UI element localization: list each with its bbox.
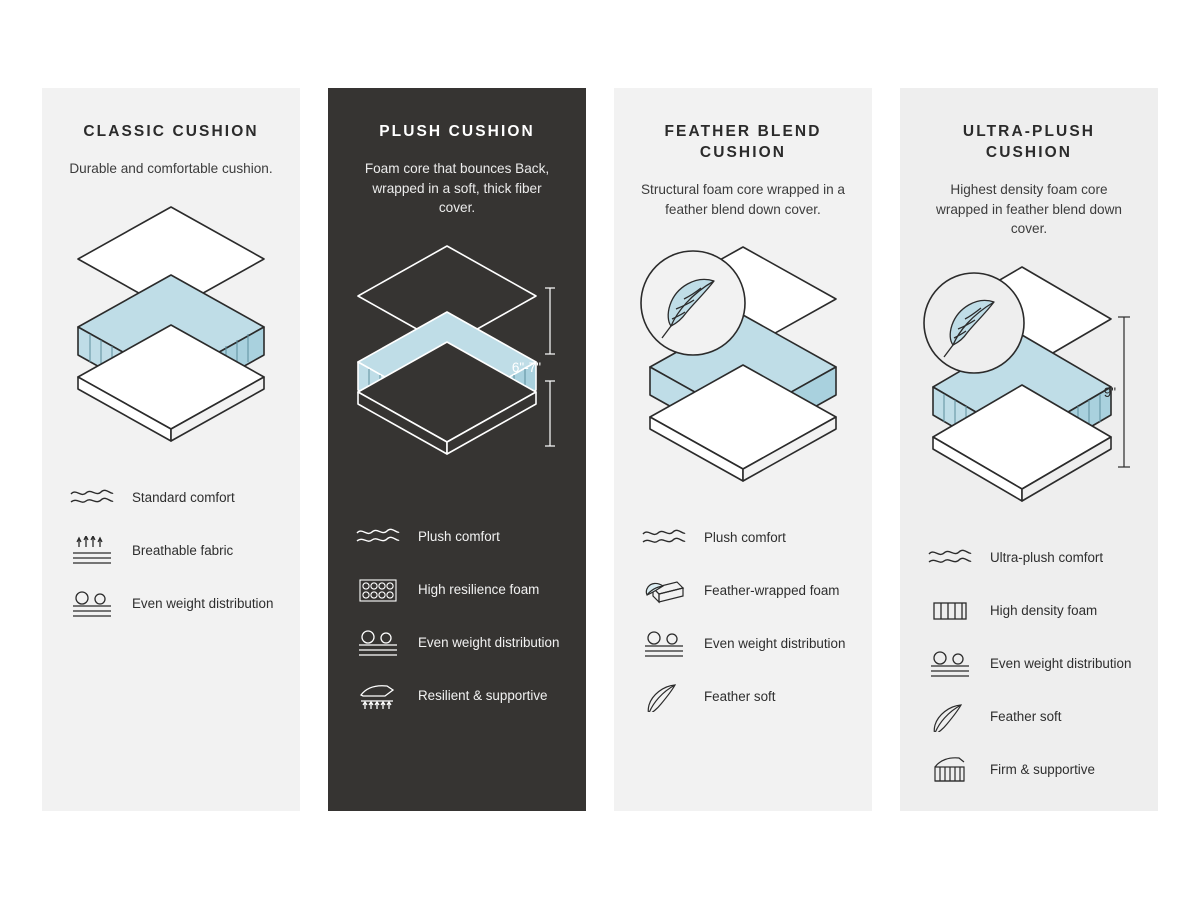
even-weight-icon: [638, 629, 690, 659]
card-title: ULTRA-PLUSH CUSHION: [962, 123, 1096, 161]
wave-icon: [638, 527, 690, 549]
feather-icon: [924, 702, 976, 732]
feature-label: Standard comfort: [132, 489, 235, 505]
feature-list: [64, 473, 278, 629]
feature-item[interactable]: [636, 672, 850, 722]
card-title: PLUSH CUSHION: [379, 123, 535, 140]
feature-item[interactable]: [922, 639, 1136, 689]
cushion-card-ultra-plush-cushion[interactable]: [900, 88, 1158, 811]
high-density-foam-icon: [924, 596, 976, 626]
feature-label: Even weight distribution: [418, 635, 560, 651]
feature-item[interactable]: [922, 586, 1136, 636]
feature-item[interactable]: [350, 512, 564, 562]
even-weight-icon: [352, 628, 404, 658]
feature-label: Even weight distribution: [704, 636, 846, 652]
feature-label: Resilient & supportive: [418, 688, 548, 704]
card-title: CLASSIC CUSHION: [83, 123, 259, 140]
feature-label: Even weight distribution: [990, 656, 1132, 672]
card-description: Durable and comfortable cushion.: [69, 160, 273, 176]
feature-label: Feather-wrapped foam: [704, 583, 840, 599]
cushion-illustration-feather-blend: [636, 237, 850, 487]
cushion-card-plush-cushion[interactable]: [328, 88, 586, 811]
feature-label: Feather soft: [704, 689, 776, 705]
resilient-support-icon: [352, 681, 404, 711]
even-weight-icon: [66, 589, 118, 619]
feature-list: [636, 513, 850, 722]
feature-item[interactable]: [922, 692, 1136, 742]
feature-item[interactable]: [64, 579, 278, 629]
card-title: FEATHER BLEND CUSHION: [664, 123, 822, 161]
feature-item[interactable]: [636, 513, 850, 563]
cushion-illustration-classic: [64, 197, 278, 447]
cushion-illustration-ultra-plush: [922, 257, 1136, 507]
cushion-illustration-plush: [350, 236, 564, 486]
feature-item[interactable]: [922, 745, 1136, 795]
wave-icon: [66, 487, 118, 509]
feature-label: Firm & supportive: [990, 762, 1095, 778]
feature-label: Plush comfort: [704, 530, 786, 546]
feature-label: High resilience foam: [418, 582, 540, 598]
cushion-card-feather-blend-cushion[interactable]: [614, 88, 872, 811]
feature-item[interactable]: [636, 566, 850, 616]
feature-item[interactable]: [64, 473, 278, 523]
wave-icon: [352, 526, 404, 548]
feature-item[interactable]: [64, 526, 278, 576]
feature-label: Plush comfort: [418, 529, 500, 545]
feature-label: Breathable fabric: [132, 542, 234, 558]
feature-list: [350, 512, 564, 721]
feature-item[interactable]: [350, 618, 564, 668]
even-weight-icon: [924, 649, 976, 679]
feature-item[interactable]: [922, 533, 1136, 583]
feature-item[interactable]: [350, 565, 564, 615]
breathable-fabric-icon: [66, 536, 118, 566]
firm-support-icon: [924, 755, 976, 785]
card-description: Structural foam core wrapped in a feather blend down cover.: [640, 181, 845, 217]
feather-wrapped-foam-icon: [638, 576, 690, 606]
wave-icon: [924, 547, 976, 569]
card-description: Foam core that bounces Back, wrapped in a soft, thick fiber cover.: [364, 160, 550, 216]
feature-list: [922, 533, 1136, 795]
dimension-label: 9": [1103, 384, 1116, 400]
dimension-label: 6"-7": [511, 360, 541, 376]
cushion-card-classic-cushion[interactable]: [42, 88, 300, 811]
feather-icon: [638, 682, 690, 712]
card-description: Highest density foam core wrapped in feather blend down cover.: [936, 181, 1122, 237]
feature-label: High density foam: [990, 603, 1098, 619]
feature-label: Feather soft: [990, 709, 1062, 725]
feature-label: Even weight distribution: [132, 595, 274, 611]
feature-item[interactable]: [350, 671, 564, 721]
high-resilience-foam-icon: [352, 575, 404, 605]
feature-item[interactable]: [636, 619, 850, 669]
feature-label: Ultra-plush comfort: [990, 550, 1104, 566]
